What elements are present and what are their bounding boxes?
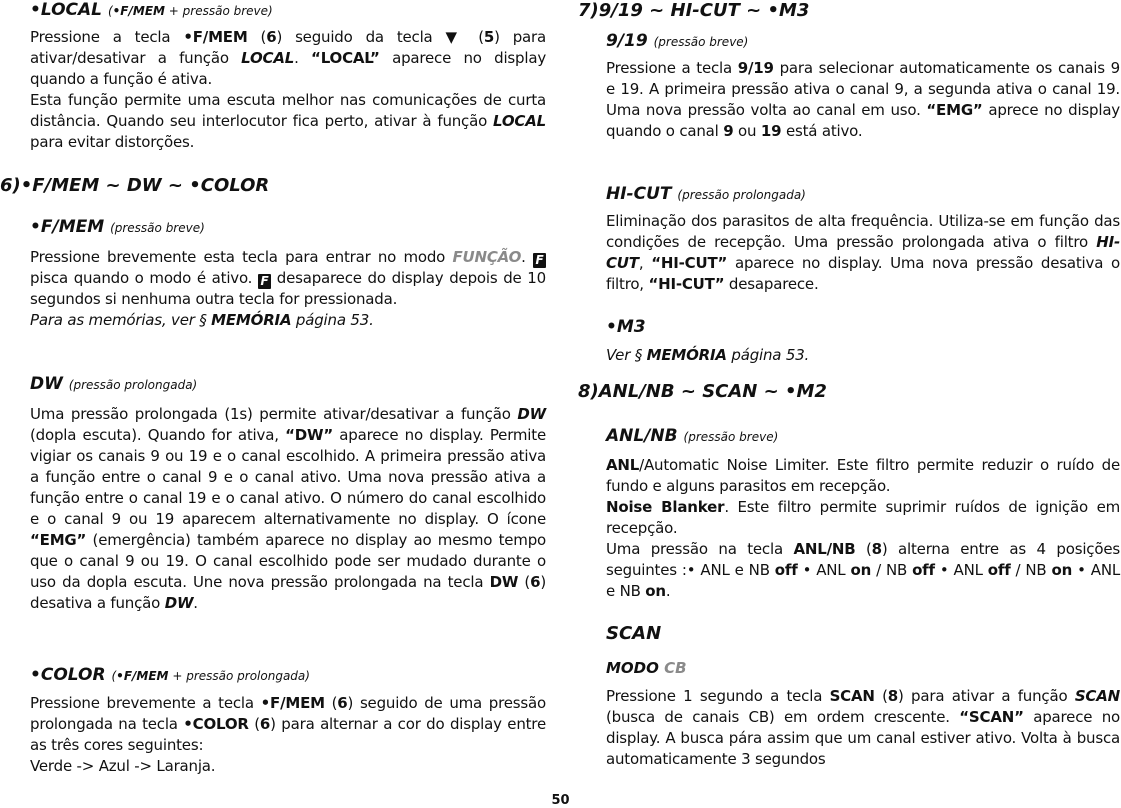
fmem-paragraph-1: Pressione brevemente esta tecla para entrar no modo FUNÇÃO. F pisca quando o modo é ativo. F desaparece do display depois de 10 segundos si nenhuma outra tecla for pressionada. [30,248,546,308]
fmem-heading: •F/MEM (pressão breve) [30,217,205,237]
dw-paragraph-1: Uma pressão prolongada (1s) permite ativar/desativar a função DW (dopla escuta). Quando for ativa, “DW” aparece no display. Permite vigiar os canais 9 ou 19 e o canal escolhido. A primeira pressão ativa a função entre o canal 9 e o canal ativo. Uma nova pressão ativa a função entre o canal 19 e o canal ativo. O número do canal escolhido e o canal 9 ou 19 aparecem alternativamente no display. O ícone “EMG” (emergência) também aparece no display ao mesmo tempo que o canal 9 ou 19. O canal escolhido pode ser mudado durante o uso da dopla escuta. Une nova pressão prolongada na tecla DW (6) desativa a função DW. [30,405,546,612]
color-body [30,693,546,777]
fmem-body [30,247,546,331]
dw-body [30,404,546,614]
dw-heading: DW (pressão prolongada) [30,374,198,394]
nine-nineteen-body [606,58,1120,142]
anlnb-paragraph-3: Uma pressão na tecla ANL/NB (8) alterna entre as 4 posições seguintes :• ANL e NB off • ANL on / NB off • ANL off / NB on • ANL e NB on. [606,540,1121,600]
color-paragraph-2: Verde -> Azul -> Laranja. [30,757,216,775]
local-paragraph-1: Pressione a tecla •F/MEM (6) seguido da tecla ▼ (5) para ativar/desativar a função LOCAL. “LOCAL” aparece no display quando a função é ativa. [30,28,546,88]
anlnb-body [606,455,1120,602]
hicut-paragraph: Eliminação dos parasitos de alta frequência. Utiliza-se em função das condições de recepção. Uma pressão prolongada ativa o filtro HI-CUT, “HI-CUT” aparece no display. Uma nova pressão desativa o filtro, “HI-CUT” desaparece. [606,212,1120,293]
scan-heading: SCAN [606,623,662,644]
hicut-body [606,211,1120,295]
section-6-heading: 6)•F/MEM ~ DW ~ •COLOR [0,175,270,196]
color-heading: •COLOR (•F/MEM + pressão prolongada) [30,665,310,685]
color-paragraph-1: Pressione brevemente a tecla •F/MEM (6) seguido de uma pressão prolongada na tecla •COLOR (6) para alternar a cor do display entre as três cores seguintes: [30,694,546,754]
section-8-heading: 8)ANL/NB ~ SCAN ~ •M2 [578,381,827,402]
anlnb-paragraph-1: ANL/Automatic Noise Limiter. Este filtro permite reduzir o ruído de fundo e alguns parasitos em recepção. [606,456,1120,495]
m3-body [606,345,1120,366]
function-indicator-icon: F [258,274,271,289]
m3-heading: •M3 [606,317,646,337]
section-7-heading: 7)9/19 ~ HI-CUT ~ •M3 [578,0,810,21]
scan-mode-label: MODO CB [606,659,687,677]
local-heading: •LOCAL (•F/MEM + pressão breve) [30,0,273,20]
nine-nineteen-paragraph: Pressione a tecla 9/19 para selecionar automaticamente os canais 9 e 19. A primeira pressão ativa o canal 9, a segunda ativa o canal 19. Uma nova pressão volta ao canal em uso. “EMG” aprece no display quando o canal 9 ou 19 está ativo. [606,59,1120,140]
m3-paragraph: Ver § MEMÓRIA página 53. [606,346,810,364]
hicut-heading: HI-CUT (pressão prolongada) [606,184,806,204]
anlnb-heading: ANL/NB (pressão breve) [606,426,779,446]
scan-paragraph: Pressione 1 segundo a tecla SCAN (8) para ativar a função SCAN (busca de canais CB) em ordem crescente. “SCAN” aparece no display. A busca pára assim que um canal estiver ativo. Volta à busca automaticamente 3 segundos [606,687,1121,768]
local-paragraph-2: Esta função permite uma escuta melhor nas comunicações de curta distância. Quando seu interlocutor fica perto, ativar à função LOCAL para evitar distorções. [30,91,546,151]
scan-body [606,686,1120,770]
function-indicator-icon: F [533,253,546,268]
fmem-paragraph-2: Para as memórias, ver § MEMÓRIA página 53. [30,311,374,329]
local-body [30,27,546,153]
nine-nineteen-heading: 9/19 (pressão breve) [606,31,749,51]
page-number: 50 [551,793,570,808]
anlnb-paragraph-2: Noise Blanker. Este filtro permite suprimir ruídos de ignição em recepção. [606,498,1121,537]
